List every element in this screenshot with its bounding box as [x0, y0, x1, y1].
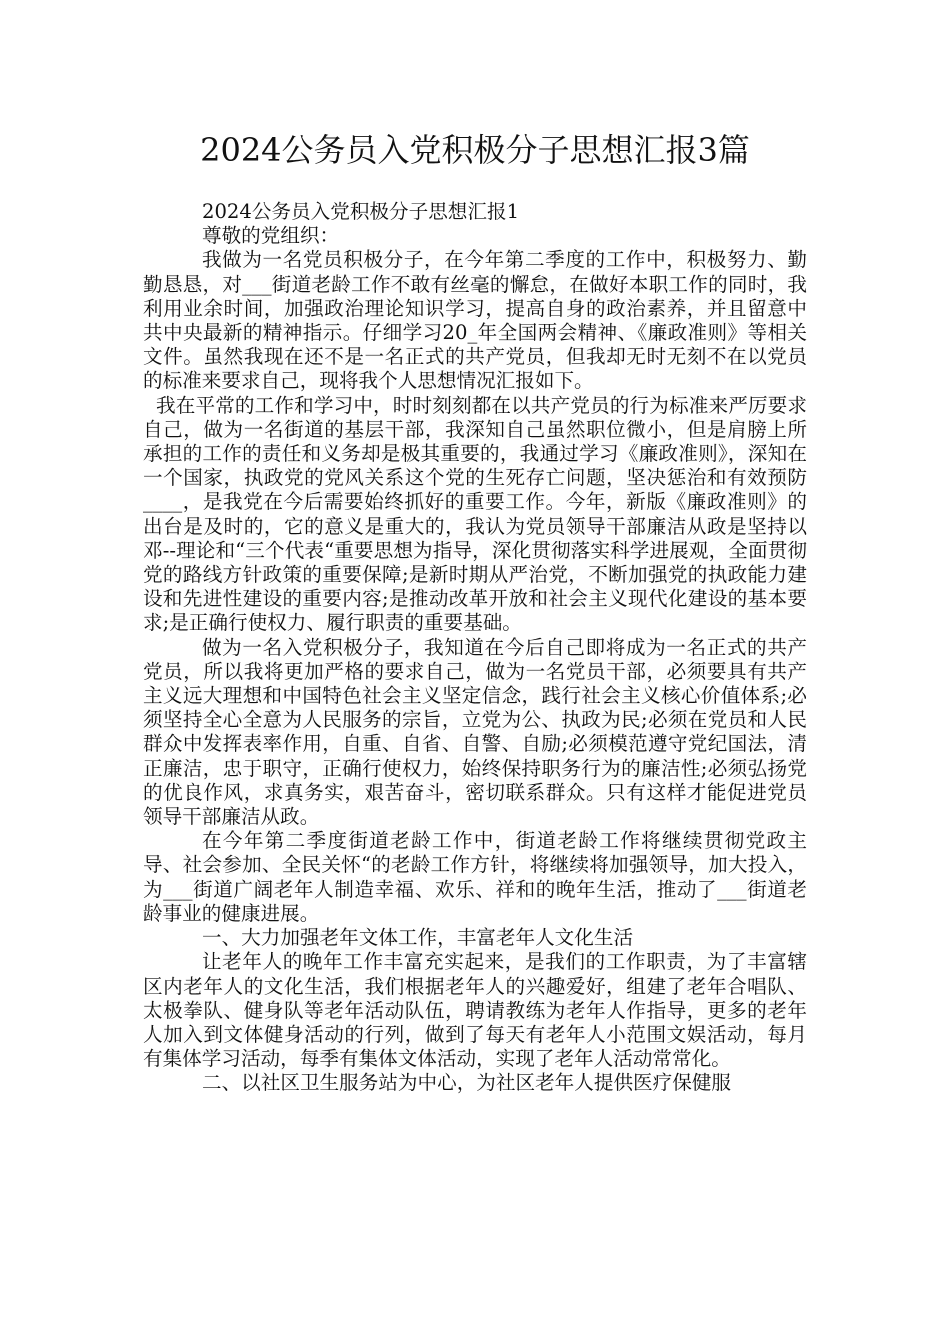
section-heading: 一、大力加强老年文体工作，丰富老年人文化生活 — [202, 926, 634, 950]
paragraph: 做为一名入党积极分子，我知道在今后自己即将成为一名正式的共产党员，所以我将更加严格的要求自己，做为一名党员干部，必须要具有共产主义远大理想和中国特色社会主义坚定信念，践行社会主义核心价值体系;必须坚持全心全意为人民服务的宗旨，立党为公、执政为民;必须在党员和人民群众中发挥表率作用，自重、自省、自警、自励;必须模范遵守党纪国法，清正廉洁，忠于职守，正确行使权力，始终保持职务行为的廉洁性;必须弘扬党的优良作风，求真务实，艰苦奋斗，密切联系群众。只有这样才能促进党员领导干部廉洁从政。 — [143, 635, 807, 829]
paragraph: 我在平常的工作和学习中，时时刻刻都在以共产党员的行为标准来严厉要求自己，做为一名街道的基层干部，我深知自己虽然职位微小，但是肩膀上所承担的工作的责任和义务却是极其重要的，我通过学习《廉政准则》，深知在一个国家，执政党的党风关系这个党的生死存亡问题，坚决惩治和有效预防____，是我党在今后需要始终抓好的重要工作。今年，新版《廉政准则》的出台是及时的，它的意义是重大的，我认为党员领导干部廉洁从政是坚持以邓--理论和“三个代表“重要思想为指导，深化贯彻落实科学进展观，全面贯彻党的路线方针政策的重要保障;是新时期从严治党，不断加强党的执政能力建设和先进性建设的重要内容;是推动改革开放和社会主义现代化建设的基本要求;是正确行使权力、履行职责的重要基础。 — [143, 393, 807, 635]
document-subtitle: 2024公务员入党积极分子思想汇报1 — [202, 200, 520, 223]
paragraph: 让老年人的晚年工作丰富充实起来，是我们的工作职责，为了丰富辖区内老年人的文化生活，我们根据老年人的兴趣爱好，组建了老年合唱队、太极拳队、健身队等老年活动队伍，聘请教练为老年人作指导，更多的老年人加入到文体健身活动的行列，做到了每天有老年人小范围文娱活动，每月有集体学习活动，每季有集体文体活动，实现了老年人活动常常化。 — [143, 950, 807, 1071]
salutation: 尊敬的党组织： — [202, 224, 340, 248]
document-title: 2024公务员入党积极分子思想汇报3篇 — [200, 131, 750, 169]
paragraph: 我做为一名党员积极分子，在今年第二季度的工作中，积极努力、勤勤恳恳，对___街道老龄工作不敢有丝毫的懈怠，在做好本职工作的同时，我利用业余时间，加强政治理论知识学习，提高自身的政治素养，并且留意中共中央最新的精神指示。仔细学习20_年全国两会精神、《廉政准则》等相关文件。虽然我现在还不是一名正式的共产党员，但我却无时无刻不在以党员的标准来要求自己，现将我个人思想情况汇报如下。 — [143, 248, 807, 393]
paragraph: 在今年第二季度街道老龄工作中，街道老龄工作将继续贯彻党政主导、社会参加、全民关怀“的老龄工作方针，将继续将加强领导，加大投入，为___街道广阔老年人制造幸福、欢乐、祥和的晚年生活，推动了___街道老龄事业的健康进展。 — [143, 829, 807, 925]
section-heading: 二、以社区卫生服务站为中心，为社区老年人提供医疗保健服 — [202, 1071, 732, 1095]
document-body — [143, 200, 807, 1096]
